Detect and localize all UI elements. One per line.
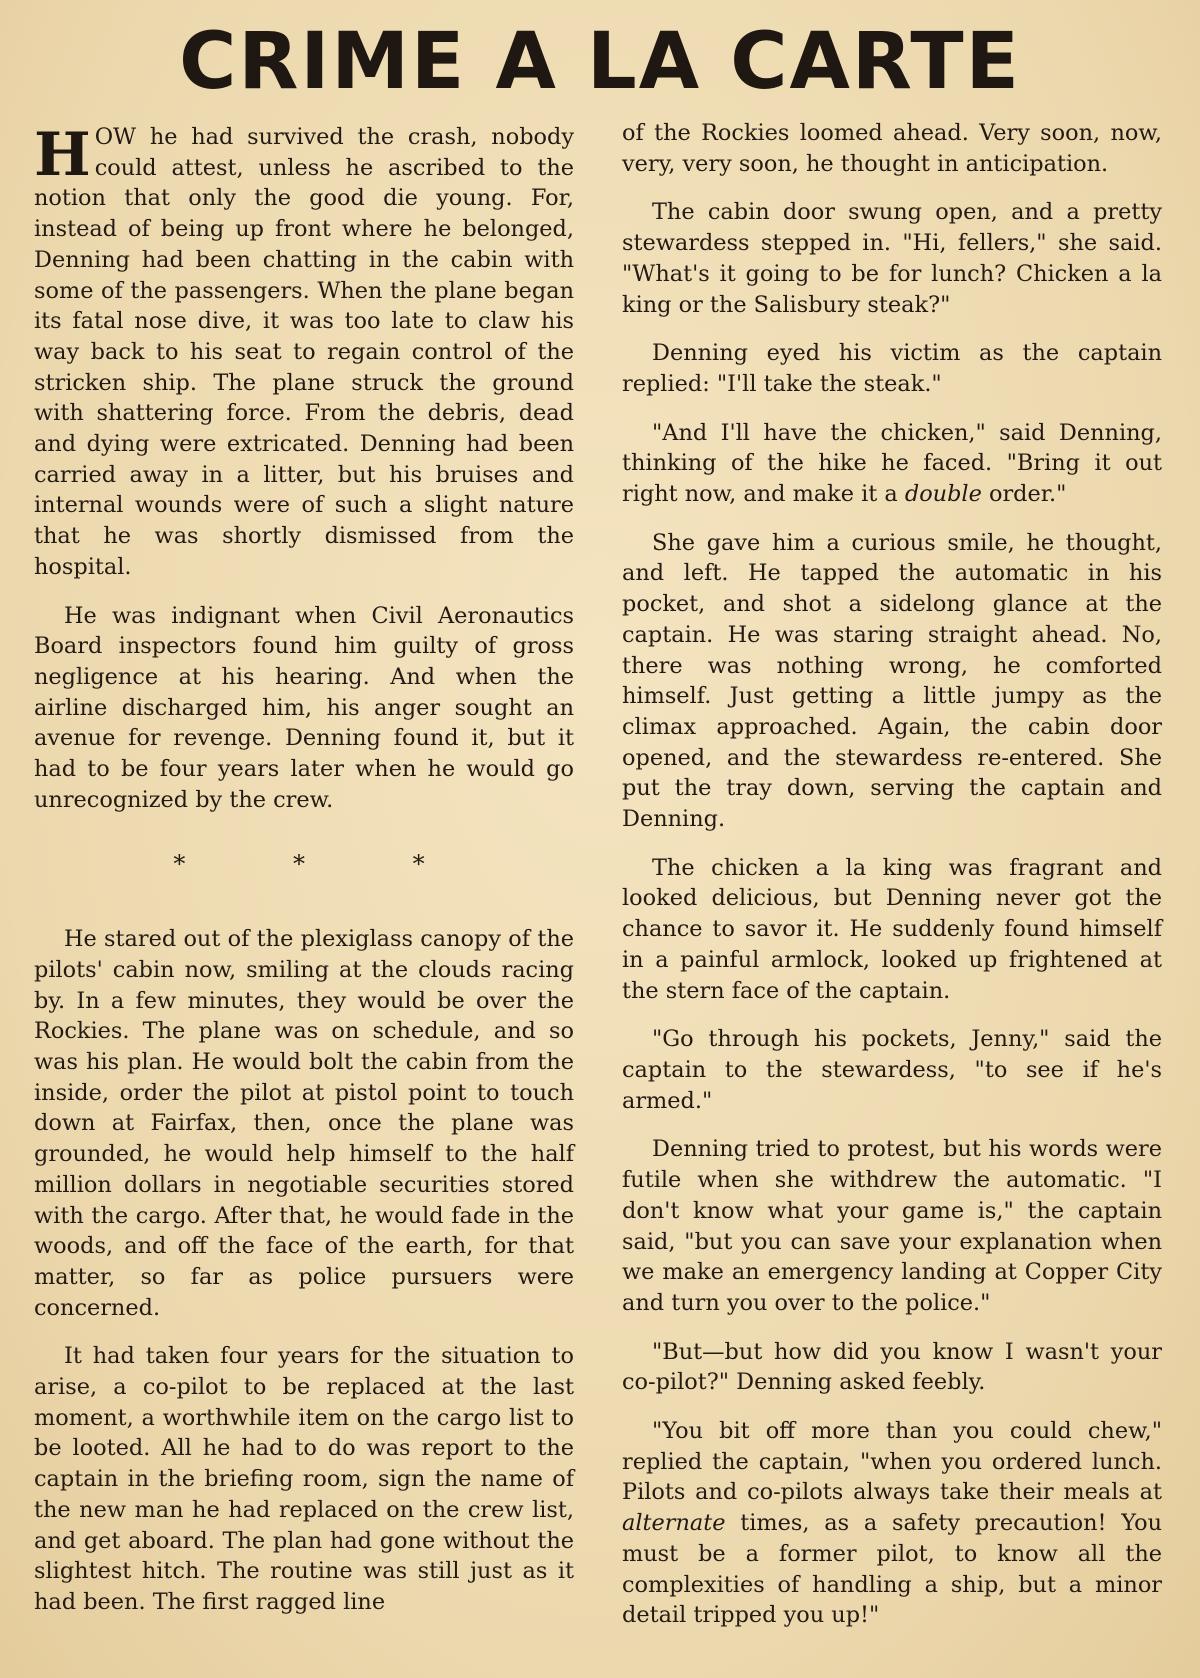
paragraph-14-text-a: "You bit off more than you could chew," replied the captain, "when you ordered lunch. Pilots and co-pilots always take their meals at — [622, 1418, 1162, 1506]
story-title: CRIME A LA CARTE — [179, 17, 1021, 107]
emphasis-double: double — [904, 481, 982, 508]
emphasis-alternate: alternate — [622, 1510, 726, 1537]
paragraph-8 — [622, 418, 1162, 510]
paragraph-14-text-b: times, as a safety precaution! You must be a former pilot, to know all the complexities of handling a ship, but a minor detail tripped you up!" — [622, 1510, 1162, 1629]
paragraph-9: She gave him a curious smile, he thought, and left. He tapped the automatic in his pocket, and shot a sidelong glance at the captain. He was staring straight ahead. No, there was nothing wrong, he comforted himself. Just getting a little jumpy as the climax approached. Again, the cabin door opened, and the stewardess re-entered. She put the tray down, serving the captain and Denning. — [622, 529, 1162, 833]
drop-cap: H — [34, 120, 91, 190]
paragraph-7: Denning eyed his victim as the captain replied: "I'll take the steak." — [622, 340, 1162, 397]
paragraph-8-text-b: order." — [981, 481, 1067, 508]
paragraph-10: The chicken a la king was fragrant and looked delicious, but Denning never got the chance to savor it. He suddenly found himself in a painful armlock, looked up frightened at the stern face of the captain. — [622, 854, 1162, 1004]
left-column — [34, 122, 574, 1636]
paragraph-12: Denning tried to protest, but his words were futile when she withdrew the automatic. "I don't know what your game is," the captain said, "but you can save your explanation when we make an emergency landing at Copper City and turn you over to the police." — [622, 1136, 1162, 1316]
section-separator: * * * — [173, 850, 475, 879]
paragraph-3: He stared out of the plexiglass canopy of the pilots' cabin now, smiling at the clouds racing by. In a few minutes, they would be over the Rockies. The plane was on schedule, and so was his plan. He would bolt the cabin from the inside, order the pilot at pistol point to touch down at Fairfax, then, once the plane was grounded, he would help himself to the half million dollars in negotiable securities stored with the cargo. After that, he would fade in the woods, and off the face of the earth, for that matter, so far as police pursuers were concerned. — [34, 926, 574, 1321]
lead-in-word: OW — [94, 124, 137, 150]
paragraph-11: "Go through his pockets, Jenny," said the captain to the stewardess, "to see if he's armed." — [622, 1026, 1162, 1114]
paragraph-1 — [34, 122, 574, 583]
paragraph-14 — [622, 1416, 1162, 1631]
paragraph-2: He was indignant when Civil Aeronautics Board inspectors found him guilty of gross negligence at his hearing. And when the airline discharged him, his anger sought an avenue for revenge. Denning found it, but it had to be four years later when he would go unrecognized by the crew. — [34, 602, 574, 813]
paragraph-8-text-a: "And I'll have the chicken," said Denning, thinking of the hike he faced. "Bring it out right now, and make it a — [622, 419, 1162, 508]
paragraph-4: It had taken four years for the situation to arise, a co-pilot to be replaced at the last moment, a worthwhile item on the cargo list to be looted. All he had to do was report to the captain in the briefing room, sign the name of the new man he had replaced on the crew list, and get aboard. The plan had gone without the slightest hitch. The routine was still just as it had been. The first ragged line — [34, 1343, 574, 1615]
paragraph-6: The cabin door swung open, and a pretty stewardess stepped in. "Hi, fellers," she said. "What's it going to be for lunch? Chicken a la king or the Salisbury steak?" — [622, 199, 1162, 318]
right-column — [622, 118, 1162, 1649]
paragraph-5: of the Rockies loomed ahead. Very soon, now, very, very soon, he thought in anticipation. — [622, 120, 1162, 177]
paragraph-13: "But—but how did you know I wasn't your co-pilot?" Denning asked feebly. — [622, 1338, 1162, 1396]
paragraph-1-text: he had survived the crash, nobody could attest, unless he ascribed to the notion that only the good die young. For, instead of being up front where he belonged, Denning had been chatting in the cabin with some of the passengers. When the plane began its fatal nose dive, it was too late to claw his way back to his seat to regain control of the stricken ship. The plane struck the ground with shattering force. From the debris, dead and dying were extricated. Denning had been carried away in a litter, but his bruises and internal wounds were of such a slight nature that he was shortly dismissed from the hospital. — [34, 124, 574, 580]
